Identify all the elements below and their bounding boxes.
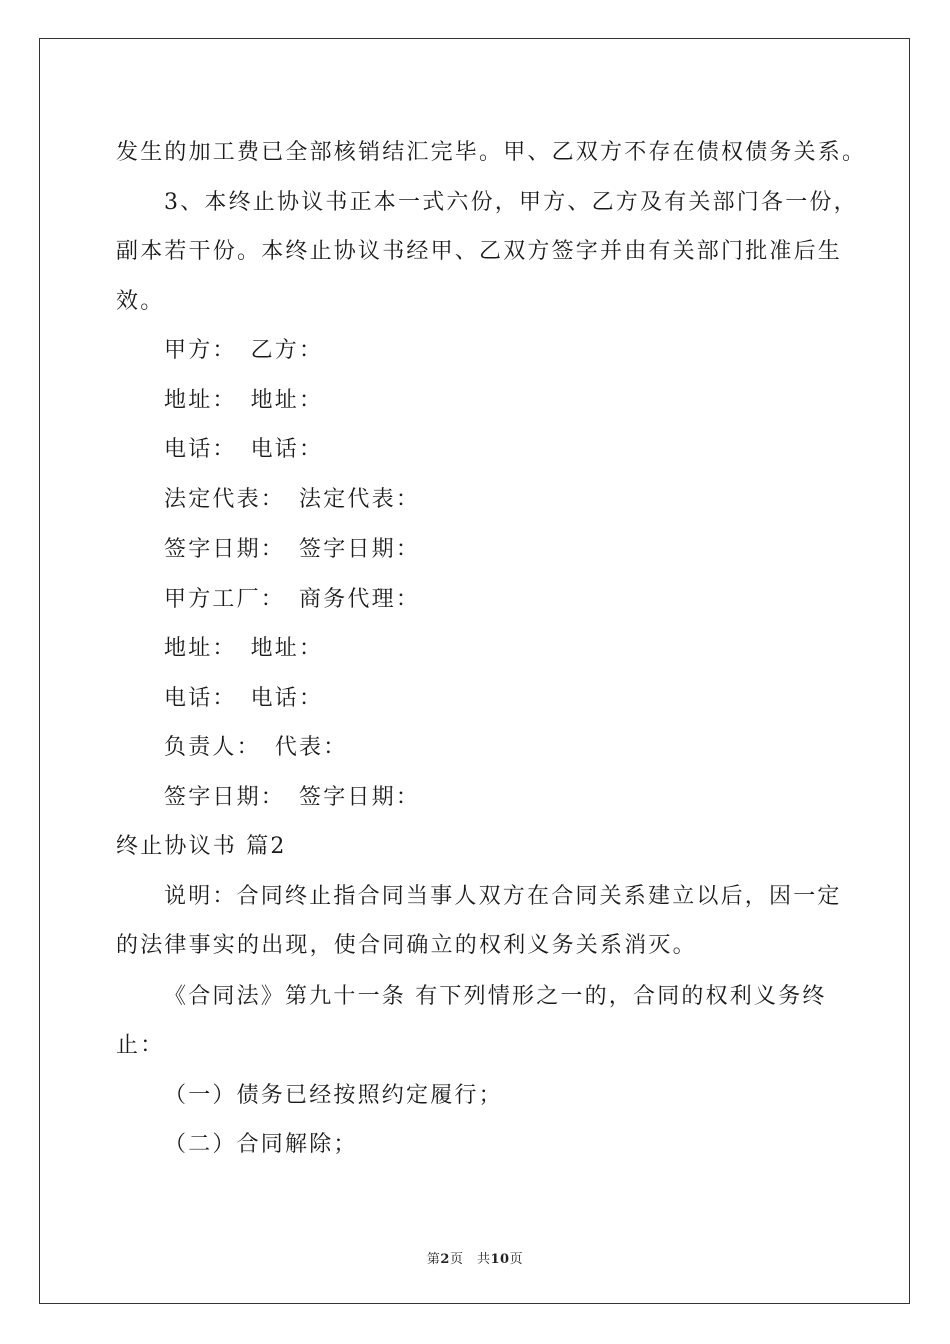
signature-right-label: 法定代表： [299, 487, 421, 512]
signature-left-label: 甲方： [164, 338, 237, 363]
signature-left-label: 法定代表： [164, 487, 286, 512]
signature-row [164, 684, 323, 714]
signature-left-label: 签字日期： [164, 537, 286, 562]
signature-right-label: 电话： [250, 437, 324, 462]
signature-row [164, 336, 323, 366]
paragraph-description-line1: 说明：合同终止指合同当事人双方在合同关系建立以后，因一定 [164, 884, 842, 909]
page-footer [0, 1248, 950, 1267]
signature-right-label: 签字日期： [299, 537, 421, 562]
signature-row [164, 535, 420, 565]
footer-middle: 页 共 [449, 1252, 491, 1267]
paragraph-copies-line1: 3、本终止协议书正本一式六份，甲方、乙方及有关部门各一份， [164, 190, 858, 215]
signature-row [164, 435, 323, 465]
signature-left-label: 电话： [164, 686, 237, 711]
signature-right-label: 签字日期： [299, 785, 421, 810]
signature-right-label: 地址： [250, 388, 324, 413]
signature-left-label: 签字日期： [164, 785, 286, 810]
signature-left-label: 负责人： [164, 735, 261, 760]
footer-prefix: 第 [426, 1252, 441, 1267]
total-page-count: 10 [490, 1252, 510, 1267]
signature-row [164, 733, 347, 763]
signature-right-label: 代表： [274, 735, 348, 760]
signature-row [164, 585, 420, 615]
signature-right-label: 地址： [250, 636, 324, 661]
paragraph-settlement: 发生的加工费已全部核销结汇完毕。甲、乙双方不存在债权债务关系。 [116, 140, 867, 165]
paragraph-copies-line2: 副本若干份。本终止协议书经甲、乙双方签字并由有关部门批准后生 [116, 239, 843, 264]
signature-right-label: 乙方： [250, 338, 324, 363]
footer-suffix: 页 [509, 1252, 524, 1267]
signature-row [164, 485, 420, 515]
section-heading: 终止协议书 篇2 [116, 834, 287, 859]
paragraph-description-line2: 的法律事实的出现，使合同确立的权利义务关系消灭。 [116, 933, 697, 958]
list-item: （一）债务已经按照约定履行； [164, 1083, 503, 1108]
signature-left-label: 甲方工厂： [164, 587, 286, 612]
signature-right-label: 商务代理： [299, 587, 421, 612]
paragraph-law-line2: 止： [116, 1033, 165, 1058]
signature-row [164, 783, 420, 813]
signature-row [164, 386, 323, 416]
paragraph-law-line1: 《合同法》第九十一条 有下列情形之一的，合同的权利义务终 [164, 984, 827, 1009]
signature-left-label: 地址： [164, 388, 237, 413]
list-item: （二）合同解除； [164, 1132, 358, 1157]
signature-right-label: 电话： [250, 686, 324, 711]
page-border [39, 38, 910, 1304]
signature-row [164, 634, 323, 664]
paragraph-copies-line3: 效。 [116, 289, 165, 314]
signature-left-label: 电话： [164, 437, 237, 462]
current-page-number: 2 [440, 1252, 450, 1267]
signature-left-label: 地址： [164, 636, 237, 661]
